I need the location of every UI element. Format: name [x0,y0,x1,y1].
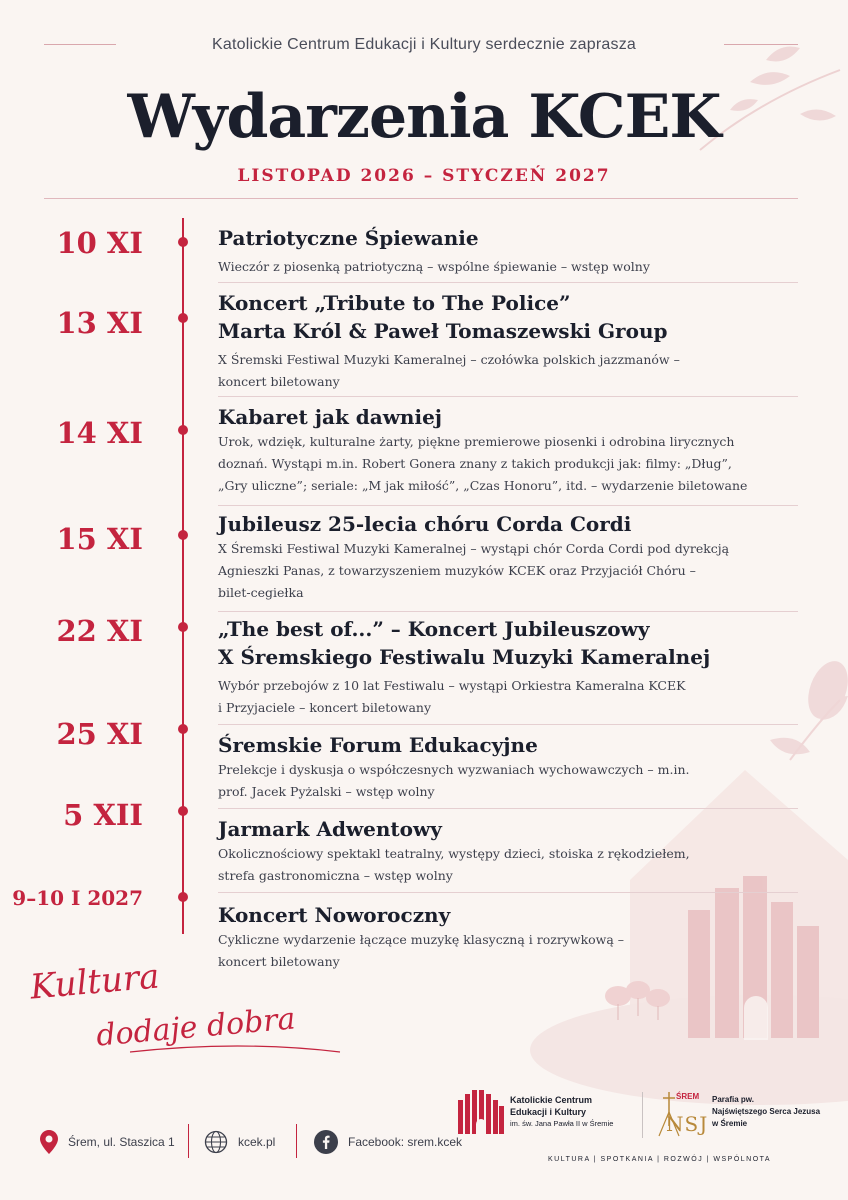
event-description [218,538,798,604]
kcek-patron-line: im. św. Jana Pawła II w Śremie [510,1119,614,1128]
website-link[interactable]: kcek.pl [238,1135,276,1149]
event-item [218,815,798,887]
slogan-line2: dodaje dobra [94,1001,297,1054]
event-description-line: i Przyjaciele – koncert biletowany [218,700,432,715]
event-divider [218,808,798,809]
event-title: Kabaret jak dawniej [218,405,443,429]
event-divider [218,611,798,612]
event-description-line: bilet-cegiełka [218,585,304,600]
event-description [218,349,798,393]
timeline-dot [178,313,188,323]
event-divider [218,282,798,283]
header-divider [44,198,798,199]
kcek-name-line: Edukacji i Kultury [510,1107,587,1117]
event-description-line: Wieczór z piosenką patriotyczną – wspólne śpiewanie – wstęp wolny [218,259,650,274]
event-description [218,675,798,719]
event-description-line: strefa gastronomiczna – wstęp wolny [218,868,453,883]
timeline-dot [178,425,188,435]
event-divider [218,724,798,725]
event-item [218,403,798,497]
event-description-line: Wybór przebojów z 10 lat Festiwalu – wystąpi Orkiestra Kameralna KCEK [218,678,686,693]
event-description-line: X Śremski Festiwal Muzyki Kameralnej – wystąpi chór Corda Cordi pod dyrekcją [218,541,730,556]
event-description-line: doznań. Wystąpi m.in. Robert Gonera znany z takich produkcji jak: filmy: „Dług”, [218,456,732,471]
kcek-name-line: Katolickie Centrum [510,1095,593,1105]
location-pin-icon [40,1130,58,1154]
event-divider [218,505,798,506]
event-item [218,289,798,393]
event-description [218,759,798,803]
event-description-line: X Śremski Festiwal Muzyki Kameralnej – czołówka polskich jazzmanów – [218,352,680,367]
facebook-link[interactable]: Facebook: srem.kcek [348,1135,463,1149]
event-divider [218,892,798,893]
event-title: „The best of...” – Koncert Jubileuszowy [218,617,650,641]
event-divider [218,396,798,397]
footer-separator [296,1124,297,1158]
event-title: Patriotyczne Śpiewanie [218,226,479,250]
event-description [218,431,798,497]
globe-icon [204,1130,228,1154]
event-description-line: prof. Jacek Pyżalski – wstęp wolny [218,784,435,799]
event-title-line2: X Śremskiego Festiwalu Muzyki Kameralnej [218,645,711,669]
event-description [218,256,798,278]
event-date: 10 XI [56,226,143,260]
event-description [218,929,798,973]
event-date: 13 XI [56,306,143,340]
event-date: 14 XI [56,416,143,450]
event-title: Śremskie Forum Edukacyjne [218,733,538,757]
timeline-dot [178,622,188,632]
event-description-line: koncert biletowany [218,374,340,389]
event-title: Koncert Noworoczny [218,903,451,927]
timeline-line [182,218,184,934]
timeline-dot [178,724,188,734]
event-title: Jubileusz 25-lecia chóru Corda Cordi [218,512,632,536]
event-title-line2: Marta Król & Paweł Tomaszewski Group [218,319,668,343]
event-description-line: koncert biletowany [218,954,340,969]
timeline-dot [178,806,188,816]
facebook-icon [314,1130,338,1154]
event-description-line: Cykliczne wydarzenie łączące muzykę klasyczną i rozrywkową – [218,932,625,947]
event-description-line: Urok, wdzięk, kulturalne żarty, piękne premierowe piosenki i odrobina lirycznych [218,434,735,449]
timeline-dot [178,530,188,540]
page-title: Wydarzenia KCEK [127,82,721,152]
parish-name-line: Najświętszego Serca Jezusa [712,1107,821,1116]
event-item [218,615,798,719]
logo-divider [642,1092,643,1138]
event-date: 5 XII [63,798,143,832]
kcek-logo-icon [458,1090,504,1136]
event-title: Koncert „Tribute to The Police” [218,291,571,315]
event-item [218,510,798,604]
event-item [218,731,798,803]
timeline-dot [178,237,188,247]
invitation-text: Katolickie Centrum Edukacji i Kultury serdecznie zaprasza [211,36,637,53]
event-date: 25 XI [56,717,143,751]
event-description-line: Agnieszki Panas, z towarzyszeniem muzyków KCEK oraz Przyjaciół Chóru – [218,563,696,578]
footer-facebook[interactable] [314,1130,462,1154]
parish-name-line: Parafia pw. [712,1095,754,1104]
kcek-logo-text [510,1094,613,1129]
parish-city: ŚREM [676,1092,700,1101]
event-description-line: Prelekcje i dyskusja o współczesnych wyzwaniach wychowawczych – m.in. [218,762,690,777]
tagline: KULTURA | SPOTKANIA | ROZWÓJ | WSPÓLNOTA [548,1156,772,1163]
footer-address [40,1130,175,1154]
event-date: 9–10 I 2027 [12,886,143,910]
slogan-line1: Kultura [28,956,162,1008]
footer-website[interactable] [204,1130,275,1154]
parish-logo-text [712,1094,820,1130]
event-date: 22 XI [56,614,143,648]
event-title: Jarmark Adwentowy [218,817,442,841]
event-description-line: „Gry uliczne”; seriale: „M jak miłość”, „Czas Honoru”, itd. – wydarzenie biletowane [218,478,748,493]
event-date: 15 XI [56,522,143,556]
date-range-subtitle: LISTOPAD 2026 – STYCZEŃ 2027 [237,166,611,186]
event-item [218,901,798,973]
event-description-line: Okolicznościowy spektakl teatralny, występy dzieci, stoiska z rękodziełem, [218,846,690,861]
parish-name-line: w Śremie [712,1119,748,1128]
address-text: Śrem, ul. Staszica 1 [68,1135,175,1149]
event-item [218,224,798,278]
timeline-dot [178,892,188,902]
parish-mark: NSJ [666,1112,709,1136]
footer-separator [188,1124,189,1158]
event-description [218,843,798,887]
